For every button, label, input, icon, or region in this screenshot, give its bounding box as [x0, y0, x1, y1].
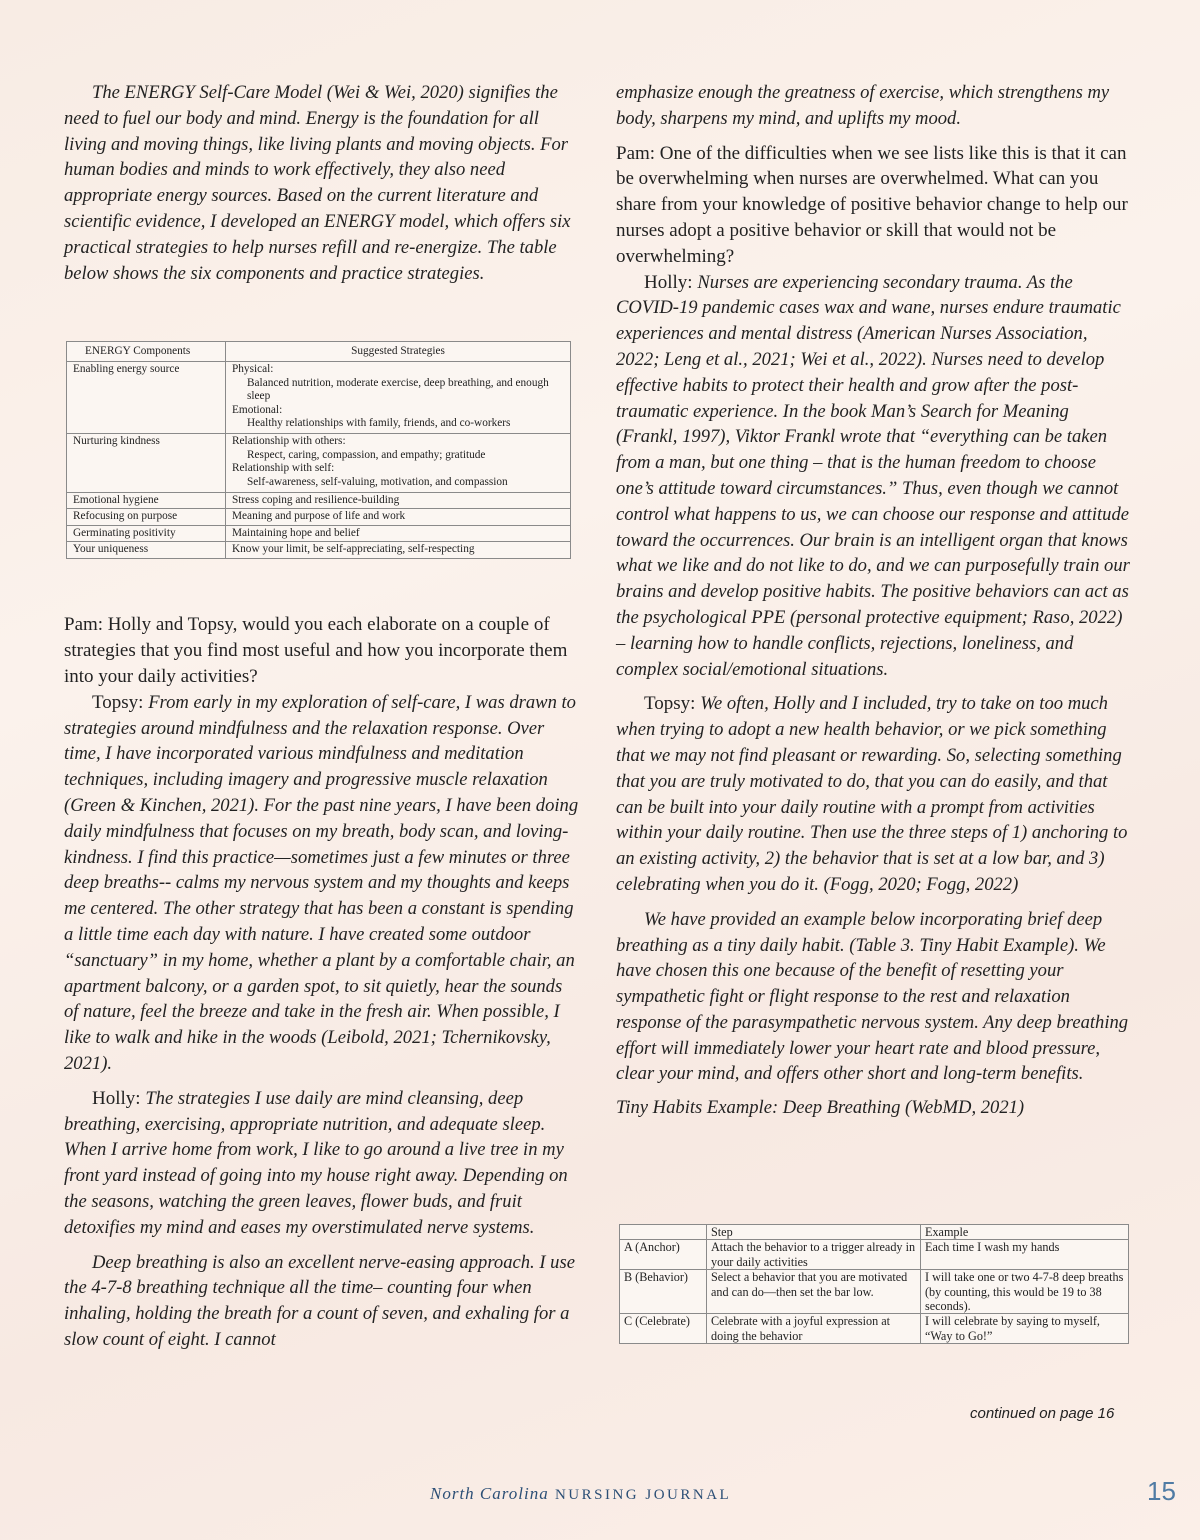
table-header: Example: [921, 1225, 1129, 1240]
strategy-line: Meaning and purpose of life and work: [232, 510, 406, 523]
holly-answer: The strategies I use daily are mind cleansing, deep breathing, exercising, appropriate nutrition, and adequate sleep. When I arrive home from work, I like to go around a live tree in my front yard instead of going into my house right away. Depending on the seasons, watching the green leaves, flower buds, and fruit detoxifies my mind and eases my overstimulated nerve systems.: [64, 1087, 568, 1238]
spacer: [616, 898, 1132, 907]
pam-question: Pam: Holly and Topsy, would you each elaborate on a couple of strategies that you find most useful and how you incorporate them into your daily activities?: [64, 614, 568, 687]
holly-answer-2: Nurses are experiencing secondary trauma. As the COVID-19 pandemic cases wax and wane, nurses endure traumatic experiences and mental distress (American Nurses Association, 2022; Leng et al., 2021; Wei et al., 2022). Nurses need to develop effective habits to protect their health and grow after the post-traumatic experience. In the book Man’s Search for Meaning (Frankl, 1997), Viktor Frankl wrote that “everything can be taken from a man, but one thing – that is the human freedom to choose one’s attitude toward circumstances.” Thus, even though we cannot control what happens to us, we can choose our response and attitude toward the occurrences. Our brain is an intelligent organ that knows what we like and do not like to do, and we can purposefully train our brains and develop positive habits. The positive behaviors can act as the psychological PPE (personal protective equipment; Raso, 2022) – learning how to handle conflicts, rejections, loneliness, and complex social/emotional situations.: [616, 271, 1130, 680]
strategy-cell: [226, 509, 571, 525]
table-header: [620, 1225, 707, 1240]
habit-label-cell: A (Anchor): [620, 1240, 707, 1270]
strategy-line: Know your limit, be self-appreciating, self-respecting: [232, 543, 475, 556]
topsy-answer: From early in my exploration of self-care, I was drawn to strategies around mindfulness and the relaxation response. Over time, I have incorporated various mindfulness and meditation techniques, including imagery and progressive muscle relaxation (Green & Kinchen, 2021). For the past nine years, I have been doing daily mindfulness that focuses on my breath, body scan, and loving-kindness. I find this practice—sometimes just a few minutes or three deep breaths-- calms my nervous system and my thoughts and keeps me centered. The other strategy that has been a constant is spending a little time each day with nature. I have created some outdoor “sanctuary” in my home, whether a plant by a comfortable chair, an apartment balcony, or a garden spot, to sit quietly, hear the sounds of nature, feel the breeze and take in the fresh air. When possible, I like to walk and hike in the woods (Leibold, 2021; Tchernikovsky, 2021).: [64, 691, 579, 1074]
table-row: [67, 525, 571, 541]
strategy-cell: [226, 525, 571, 541]
strategy-cell: [226, 362, 571, 434]
left-column: [64, 80, 580, 1353]
habit-example-cell: I will celebrate by saying to myself, “Way to Go!”: [921, 1314, 1129, 1344]
table-row: [67, 434, 571, 493]
table-header: ENERGY Components: [67, 342, 226, 362]
habit-step-cell: Celebrate with a joyful expression at doing the behavior: [707, 1314, 921, 1344]
speaker-label: Holly:: [92, 1087, 146, 1109]
strategy-line: Physical:: [232, 363, 274, 376]
habit-example-cell: Each time I wash my hands: [921, 1240, 1129, 1270]
component-cell: Nurturing kindness: [67, 434, 226, 493]
table-header-row: [67, 342, 571, 362]
habit-label-cell: B (Behavior): [620, 1270, 707, 1314]
table-header-row: [620, 1225, 1129, 1240]
strategy-line: Self-awareness, self-valuing, motivation, and compassion: [247, 475, 508, 488]
table-row: [620, 1240, 1129, 1270]
spacer: [64, 1241, 580, 1250]
table-row: [67, 493, 571, 509]
pam-question-2: Pam: One of the difficulties when we see lists like this is that it can be overwhelming when nurses are overwhelmed. What can you share from your knowledge of positive behavior change to help our nurses adopt a positive behavior or skill that would not be overwhelming?: [616, 142, 1128, 267]
journal-name-italic: North Carolina: [430, 1484, 549, 1503]
spacer: [64, 1077, 580, 1086]
page-number: 15: [1147, 1476, 1176, 1506]
topsy-answer-2: We often, Holly and I included, try to take on too much when trying to adopt a new health behavior, or we pick something that we may not find pleasant or rewarding. So, selecting something that you are truly motivated to do, that you can do easily, and that can be built into your daily routine with a prompt from activities within your daily routine. Then use the three steps of 1) anchoring to an existing activity, 2) the behavior that is set at a low bar, and 3) celebrating when you do it. (Fogg, 2020; Fogg, 2022): [616, 693, 1128, 895]
continued-note: continued on page 16: [970, 1405, 1115, 1422]
spacer: [616, 132, 1132, 141]
component-cell: Refocusing on purpose: [67, 509, 226, 525]
component-cell: Enabling energy source: [67, 362, 226, 434]
strategy-cell: [226, 434, 571, 493]
strategy-cell: [226, 493, 571, 509]
table-row: [67, 362, 571, 434]
habit-label-cell: C (Celebrate): [620, 1314, 707, 1344]
strategy-cell: [226, 542, 571, 558]
journal-footer: [430, 1484, 731, 1504]
speaker-label: Topsy:: [644, 693, 701, 715]
habit-table-body: [620, 1240, 1129, 1344]
component-cell: Your uniqueness: [67, 542, 226, 558]
journal-name-rest: NURSING JOURNAL: [554, 1487, 732, 1503]
table-row: [67, 509, 571, 525]
table-caption: Tiny Habits Example: Deep Breathing (WebMD, 2021): [616, 1097, 1025, 1119]
strategy-line: Emotional:: [232, 403, 283, 416]
intro-paragraph: The ENERGY Self-Care Model (Wei & Wei, 2020) signifies the need to fuel our body and mind. Energy is the foundation for all living and moving things, like living plants and moving objects. For human bodies and minds to work effectively, they also need appropriate energy sources. Based on the current literature and scientific evidence, I developed an ENERGY model, which offers six practical strategies to help nurses refill and re-energize. The table below shows the six components and practice strategies.: [64, 82, 571, 284]
table-header: Suggested Strategies: [226, 342, 571, 362]
spacer: [616, 682, 1132, 691]
table-row: [620, 1270, 1129, 1314]
component-cell: Emotional hygiene: [67, 493, 226, 509]
energy-table-body: [67, 362, 571, 558]
component-cell: Germinating positivity: [67, 525, 226, 541]
energy-table: [66, 341, 571, 559]
habit-step-cell: Attach the behavior to a trigger already in your daily activities: [707, 1240, 921, 1270]
strategy-line: Maintaining hope and belief: [232, 526, 360, 539]
habit-table: [619, 1224, 1129, 1344]
habit-step-cell: Select a behavior that you are motivated and can do—then set the bar low.: [707, 1270, 921, 1314]
strategy-line: Relationship with others:: [232, 435, 346, 448]
table-row: [67, 542, 571, 558]
speaker-label: Topsy:: [92, 691, 149, 713]
table-header: Step: [707, 1225, 921, 1240]
topsy-answer-paragraph: [64, 690, 580, 1077]
strategy-line: Relationship with self:: [232, 462, 335, 475]
topsy-answer-2-paragraph: [616, 691, 1132, 897]
strategy-line: Stress coping and resilience-building: [232, 494, 400, 507]
holly-answer-2-paragraph: [616, 270, 1132, 683]
spacer: [616, 1087, 1132, 1095]
right-column: [616, 80, 1132, 1121]
example-paragraph: We have provided an example below incorporating brief deep breathing as a tiny daily habit. (Table 3. Tiny Habit Example). We have chosen this one because of the benefit of resetting your sympathetic fight or flight response to the rest and relaxation response of the parasympathetic nervous system. Any deep breathing effort will immediately lower your heart rate and blood pressure, clear your mind, and offers other short and long-term benefits.: [616, 908, 1129, 1085]
continued-paragraph: emphasize enough the greatness of exercise, which strengthens my body, sharpens my mind, and uplifts my mood.: [616, 82, 1110, 129]
habit-example-cell: I will take one or two 4-7-8 deep breaths (by counting, this would be 19 to 38 seconds).: [921, 1270, 1129, 1314]
strategy-line: Respect, caring, compassion, and empathy; gratitude: [247, 448, 486, 461]
holly-answer-paragraph: [64, 1086, 580, 1241]
table-row: [620, 1314, 1129, 1344]
strategy-line: Balanced nutrition, moderate exercise, deep breathing, and enough sleep: [247, 376, 549, 403]
strategy-line: Healthy relationships with family, friends, and co-workers: [247, 417, 511, 430]
speaker-label: Holly:: [644, 271, 698, 293]
breathing-paragraph: Deep breathing is also an excellent nerve-easing approach. I use the 4-7-8 breathing technique all the time– counting four when inhaling, holding the breath for a count of seven, and exhaling for a slow count of eight. I cannot: [64, 1251, 575, 1350]
